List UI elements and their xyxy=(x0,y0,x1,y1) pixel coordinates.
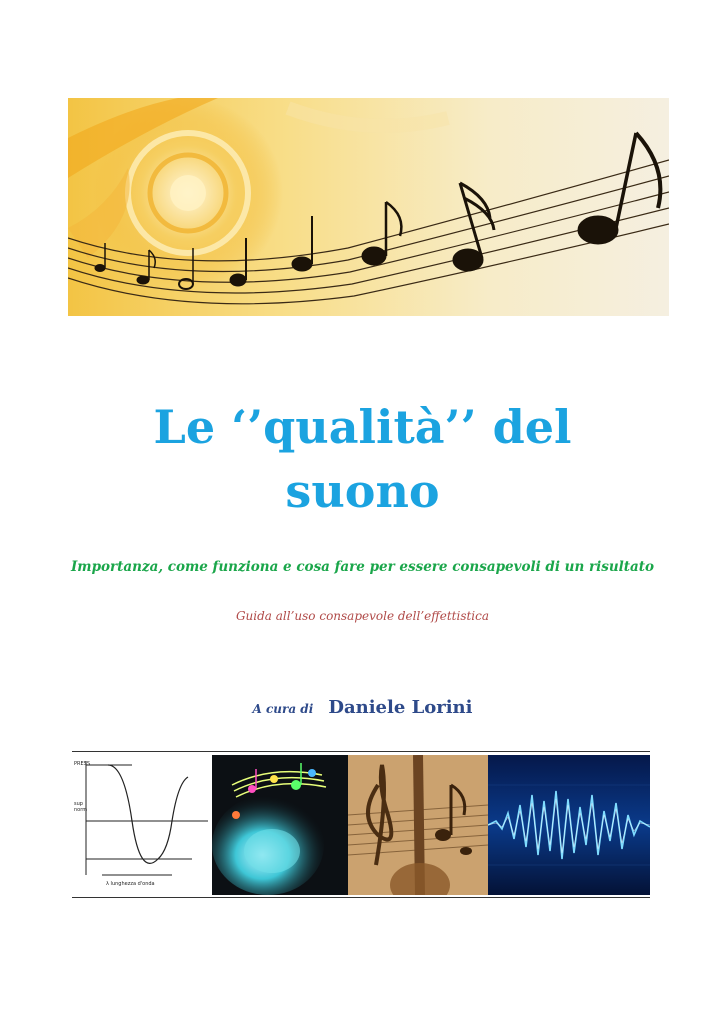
document-subtitle: Importanza, come funziona e cosa fare per essere consapevoli di un risultato xyxy=(70,559,655,575)
title-line-2: suono xyxy=(285,464,440,518)
author-line xyxy=(0,697,725,718)
blue-waveform-image xyxy=(488,755,650,895)
strip-top-rule xyxy=(72,751,650,752)
glowing-head-music-image xyxy=(212,755,348,895)
guide-caption: Guida all’uso consapevole dell’effettistica xyxy=(235,609,490,623)
sine-wave-diagram-image xyxy=(72,755,212,895)
music-banner-image xyxy=(68,98,669,316)
title-line-1: Le ‘’qualità’’ del xyxy=(153,400,572,454)
author-label: A cura di xyxy=(252,702,314,716)
svg-text:norm: norm xyxy=(74,807,88,813)
author-name: Daniele Lorini xyxy=(328,697,473,718)
document-title xyxy=(0,395,725,523)
image-strip xyxy=(72,755,650,895)
svg-text:λ lunghezza d'onda: λ lunghezza d'onda xyxy=(106,881,155,887)
treble-clef-guitar-image xyxy=(348,755,488,895)
svg-text:sup: sup xyxy=(74,801,83,807)
svg-text:PRESS: PRESS xyxy=(74,761,90,767)
strip-bottom-rule xyxy=(72,897,650,898)
